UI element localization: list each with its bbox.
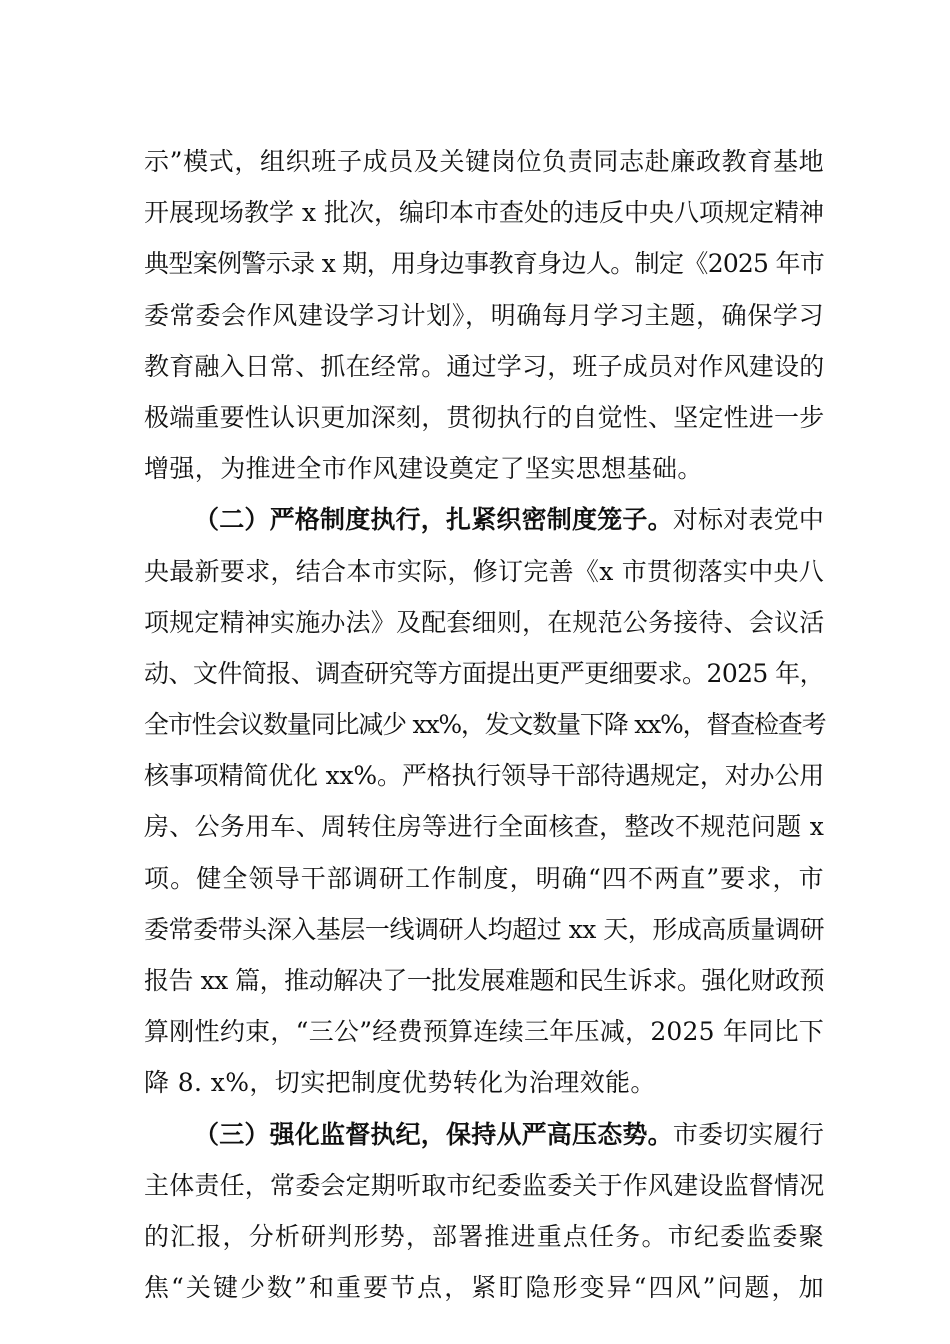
- text-line: 央最新要求，结合本市实际，修订完善《x 市贯彻落实中央八: [144, 556, 824, 586]
- text-line: 增强，为推进全市作风建设奠定了坚实思想基础。: [144, 454, 703, 484]
- text-line: 动、文件简报、调查研究等方面提出更严更细要求。2025 年，: [144, 658, 824, 688]
- paragraph-first-line: [144, 1109, 824, 1160]
- section-heading: （二）严格制度执行，扎紧织密制度笼子。: [194, 505, 673, 535]
- text-line: 项规定精神实施办法》及配套细则，在规范公务接待、会议活: [144, 607, 825, 637]
- text-line: 委常委带头深入基层一线调研人均超过 xx 天，形成高质量调研: [144, 914, 824, 944]
- text-line: 的汇报，分析研判形势，部署推进重点任务。市纪委监委聚: [144, 1221, 824, 1251]
- text-run: 市委切实履行: [672, 1119, 825, 1149]
- text-line: 教育融入日常、抓在经常。通过学习，班子成员对作风建设的: [144, 351, 825, 381]
- text-line: 算刚性约束，“三公”经费预算连续三年压减，2025 年同比下: [144, 1017, 824, 1047]
- text-line: 焦“关键少数”和重要节点，紧盯隐形变异“四风”问题，加: [144, 1273, 824, 1303]
- text-line: 房、公务用车、周转住房等进行全面核查，整改不规范问题 x: [144, 812, 824, 842]
- text-line: 主体责任，常委会定期听取市纪委监委关于作风建设监督情况: [144, 1170, 825, 1200]
- text-line: 全市性会议数量同比减少 xx%，发文数量下降 xx%，督查检查考: [144, 710, 826, 740]
- text-line: 开展现场教学 x 批次，编印本市查处的违反中央八项规定精神: [144, 198, 824, 228]
- text-line: 核事项精简优化 xx%。严格执行领导干部待遇规定，对办公用: [144, 761, 824, 791]
- document-body: [144, 136, 824, 1313]
- text-line: 报告 xx 篇，推动解决了一批发展难题和民生诉求。强化财政预: [144, 966, 824, 995]
- text-line: 降 8. x%，切实把制度优势转化为治理效能。: [144, 1068, 656, 1098]
- section-heading: （三）强化监督执纪，保持从严高压态势。: [194, 1119, 673, 1149]
- text-line: 极端重要性认识更加深刻，贯彻执行的自觉性、坚定性进一步: [144, 402, 825, 432]
- text-line: 委常委会作风建设学习计划》，明确每月学习主题，确保学习: [144, 300, 824, 330]
- text-line: 示”模式，组织班子成员及关键岗位负责同志赴廉政教育基地: [144, 147, 824, 176]
- text-line: 项。健全领导干部调研工作制度，明确“四不两直”要求，市: [144, 863, 824, 893]
- paragraph-first-line: [144, 494, 824, 545]
- text-line: 典型案例警示录 x 期，用身边事教育身边人。制定《2025 年市: [144, 249, 824, 279]
- text-run: 对标对表党中: [672, 505, 825, 535]
